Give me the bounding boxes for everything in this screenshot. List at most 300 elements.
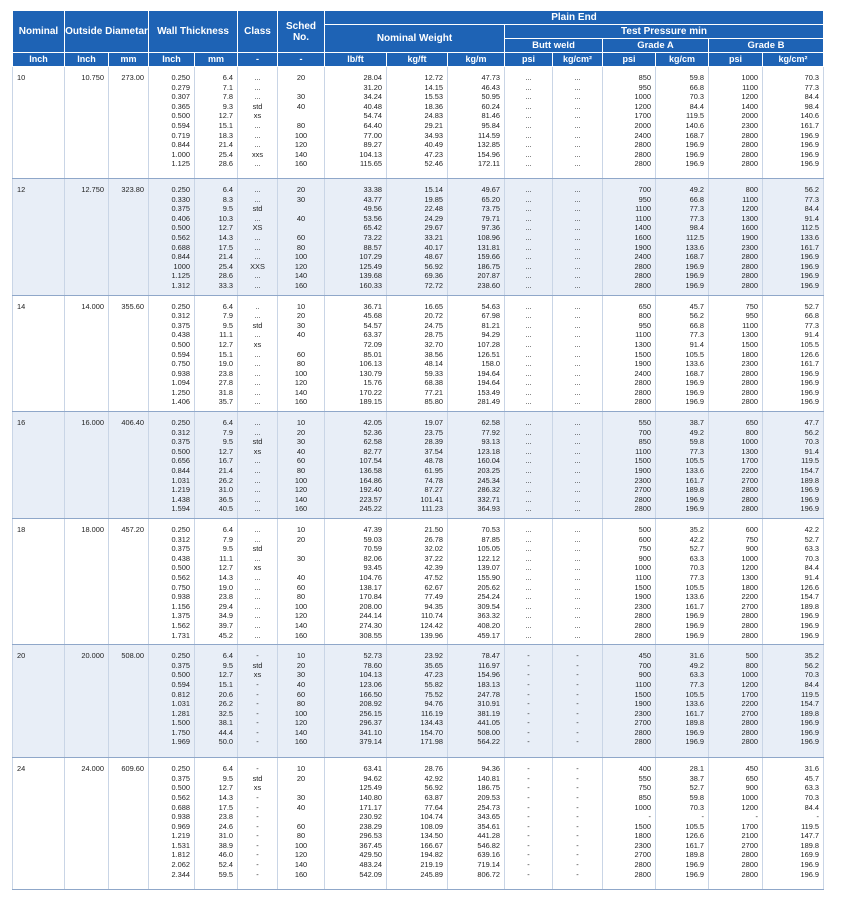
cell-value: 35.2 xyxy=(804,651,820,661)
cell-value: 450 xyxy=(745,764,758,774)
cell-value: 116.19 xyxy=(420,708,443,718)
cell-value: ... xyxy=(525,359,532,369)
cell-value: ... xyxy=(574,261,581,271)
cell-value: 6.4 xyxy=(222,525,233,534)
grade-b-kgcm2-cell xyxy=(763,412,824,519)
cell-value: 169.9 xyxy=(800,850,820,860)
nominal-size-cell: 18 xyxy=(13,519,65,645)
cell-value: 1100 xyxy=(635,204,651,214)
cell-value: 161.7 xyxy=(800,359,820,369)
weight-kgft-cell xyxy=(387,67,448,179)
cell-value: 139.96 xyxy=(420,630,443,640)
cell-value: 34.24 xyxy=(363,92,382,102)
cell-value: 2800 xyxy=(741,727,758,737)
cell-value: - xyxy=(816,812,820,822)
cell-value: 14.3 xyxy=(218,232,233,242)
cell-value: 60 xyxy=(296,821,306,831)
weight-lbft-cell xyxy=(325,519,387,645)
cell-value: ... xyxy=(525,101,532,111)
cell-value: 12.7 xyxy=(218,223,233,233)
cell-value: 168.7 xyxy=(685,252,704,262)
cell-value: 2400 xyxy=(634,252,651,262)
cell-value: .. xyxy=(255,301,260,311)
cell-value: 12.7 xyxy=(218,111,233,121)
cell-value: ... xyxy=(525,456,532,466)
od-mm-cell: 609.60 xyxy=(109,758,149,890)
sched-cell xyxy=(278,758,325,890)
cell-value: 35.65 xyxy=(424,660,443,670)
cell-value: 245.22 xyxy=(359,504,382,514)
cell-value: 950 xyxy=(638,82,651,92)
cell-value: 1.219 xyxy=(171,831,190,841)
cell-value: - xyxy=(576,679,579,689)
weight-lbft-cell xyxy=(325,758,387,890)
cell-value: ... xyxy=(574,311,581,321)
cell-value: 0.562 xyxy=(171,572,190,582)
cell-value: 1400 xyxy=(634,223,651,233)
cell-value: 196.9 xyxy=(685,620,704,630)
cell-value: ... xyxy=(525,572,532,582)
cell-value: 0.250 xyxy=(171,418,190,428)
nominal-size-cell: 24 xyxy=(13,758,65,890)
cell-value: 154.96 xyxy=(477,670,500,680)
cell-value: 126.6 xyxy=(800,349,820,359)
cell-value: 84.4 xyxy=(689,101,704,111)
cell-value: 2800 xyxy=(741,280,758,290)
cell-value: 1000 xyxy=(741,73,758,82)
cell-value: ... xyxy=(525,349,532,359)
weight-lbft-cell xyxy=(325,179,387,296)
cell-value: 91.4 xyxy=(689,339,704,349)
grade-a-kgcm-cell xyxy=(656,412,709,519)
cell-value: 196.9 xyxy=(800,140,820,150)
cell-value: ... xyxy=(574,271,581,281)
cell-value: 63.3 xyxy=(689,553,704,563)
cell-value: ... xyxy=(254,140,261,150)
cell-value: 50.95 xyxy=(481,92,500,102)
cell-value: 0.500 xyxy=(171,446,190,456)
pipe-specification-sheet xyxy=(12,10,822,890)
cell-value: - xyxy=(527,850,530,860)
cell-value: 1700 xyxy=(741,821,758,831)
cell-value: 0.250 xyxy=(171,301,190,311)
cell-value: 2800 xyxy=(634,620,651,630)
cell-value: 170.22 xyxy=(359,387,382,397)
cell-value: 40 xyxy=(296,330,306,340)
cell-value: 483.24 xyxy=(359,860,382,870)
cell-value: 900 xyxy=(745,544,758,554)
cell-value: 408.20 xyxy=(477,620,500,630)
cell-value: ... xyxy=(525,111,532,121)
cell-value: - xyxy=(256,679,259,689)
cell-value: 194.82 xyxy=(420,850,443,860)
cell-value: ... xyxy=(525,140,532,150)
cell-value: 1.312 xyxy=(171,280,190,290)
cell-value: 85.80 xyxy=(424,397,443,407)
cell-value: 1000 xyxy=(741,437,758,447)
cell-value: 119.5 xyxy=(801,689,820,699)
cell-value: 2800 xyxy=(741,159,758,169)
cell-value: 1.156 xyxy=(171,601,190,611)
unit-cell: - xyxy=(278,53,325,67)
cell-value: - xyxy=(527,792,530,802)
cell-value: 189.8 xyxy=(800,601,820,611)
weight-kgm-cell xyxy=(448,412,505,519)
cell-value: 72.72 xyxy=(424,280,443,290)
cell-value: 363.32 xyxy=(477,611,500,621)
buttweld-psi-cell xyxy=(505,412,553,519)
cell-value: 0.500 xyxy=(171,223,190,233)
cell-value: 70.3 xyxy=(689,802,704,812)
cell-value: 0.969 xyxy=(171,821,190,831)
cell-value: 93.13 xyxy=(481,437,500,447)
cell-value: 60 xyxy=(296,689,306,699)
cell-value: 171.17 xyxy=(359,802,382,812)
cell-value: 70.3 xyxy=(689,92,704,102)
cell-value: 274.30 xyxy=(359,620,382,630)
cell-value: 1.562 xyxy=(171,620,190,630)
cell-value: 0.938 xyxy=(171,368,190,378)
cell-value: - xyxy=(527,831,530,841)
cell-value: 2800 xyxy=(741,869,758,879)
cell-value: 12.7 xyxy=(218,339,233,349)
cell-value: xs xyxy=(253,670,262,680)
cell-value: 98.4 xyxy=(689,223,704,233)
cell-value: 30 xyxy=(296,437,306,447)
cell-value: 31.20 xyxy=(363,82,382,92)
cell-value: ... xyxy=(525,446,532,456)
sched-cell xyxy=(278,519,325,645)
cell-value: 94.36 xyxy=(481,764,500,774)
cell-value: ... xyxy=(525,130,532,140)
cell-value: 196.9 xyxy=(800,620,820,630)
cell-value: 23.8 xyxy=(218,592,233,602)
cell-value: 256.15 xyxy=(359,708,382,718)
cell-value: 6.4 xyxy=(222,418,233,428)
cell-value: 2000 xyxy=(741,111,758,121)
cell-value: 84.4 xyxy=(804,802,820,812)
cell-value: ... xyxy=(254,130,261,140)
cell-value: 45.2 xyxy=(218,630,233,640)
cell-value: 44.4 xyxy=(218,727,233,737)
cell-value: 40 xyxy=(296,679,306,689)
unit-cell: psi xyxy=(603,53,656,67)
cell-value: 161.7 xyxy=(800,242,820,252)
cell-value: 15.14 xyxy=(424,185,443,194)
cell-value: 1000 xyxy=(634,563,651,573)
cell-value: 91.4 xyxy=(804,446,820,456)
cell-value: 32.5 xyxy=(218,708,233,718)
cell-value: 2800 xyxy=(634,494,651,504)
wall-mm-cell xyxy=(195,758,238,890)
cell-value: 160 xyxy=(294,159,308,169)
grade-b-psi-cell xyxy=(709,519,763,645)
cell-value: 600 xyxy=(638,534,651,544)
cell-value: 26.2 xyxy=(218,475,233,485)
cell-value: 100 xyxy=(294,130,308,140)
cell-value: 84.4 xyxy=(804,92,820,102)
cell-value: 100 xyxy=(294,252,308,262)
cell-value: std xyxy=(252,437,263,447)
cell-value: ... xyxy=(254,592,261,602)
cell-value: 56.2 xyxy=(804,185,820,194)
cell-value: 161.7 xyxy=(685,475,704,485)
cell-value: 0.312 xyxy=(171,427,190,437)
cell-value: 0.500 xyxy=(171,339,190,349)
cell-value: 205.62 xyxy=(477,582,500,592)
cell-value: ... xyxy=(574,418,581,428)
nominal-size-cell: 14 xyxy=(13,295,65,412)
cell-value: 56.2 xyxy=(804,427,820,437)
cell-value: 100 xyxy=(294,475,308,485)
cell-value: ... xyxy=(525,232,532,242)
cell-value: - xyxy=(576,737,579,747)
cell-value: 196.9 xyxy=(685,378,704,388)
cell-value: 0.250 xyxy=(171,185,190,194)
cell-value: 1.031 xyxy=(171,475,190,485)
cell-value: - xyxy=(527,802,530,812)
cell-value: 1.594 xyxy=(171,504,190,514)
cell-value: ... xyxy=(574,140,581,150)
cell-value: 1.281 xyxy=(171,708,190,718)
cell-value: 15.1 xyxy=(218,349,233,359)
cell-value: 54.57 xyxy=(363,320,382,330)
cell-value: 2800 xyxy=(634,271,651,281)
cell-value: 63.3 xyxy=(689,670,704,680)
cell-value: 194.64 xyxy=(477,368,500,378)
cell-value: 25.4 xyxy=(218,149,233,159)
cell-value: 450 xyxy=(638,651,651,661)
cell-value: 70.3 xyxy=(804,553,820,563)
cell-value: 441.28 xyxy=(477,831,500,841)
cell-value: 95.84 xyxy=(481,120,500,130)
cell-value: 30 xyxy=(296,194,306,204)
cell-value: ... xyxy=(574,368,581,378)
cell-value: 2800 xyxy=(741,737,758,747)
cell-value: 0.406 xyxy=(171,213,190,223)
cell-value: 53.56 xyxy=(363,213,382,223)
cell-value: 10 xyxy=(296,418,306,428)
cell-value: 139.68 xyxy=(359,271,382,281)
cell-value: 2800 xyxy=(741,850,758,860)
cell-value: 15.76 xyxy=(363,378,382,388)
cell-value: 900 xyxy=(638,670,651,680)
class-cell xyxy=(238,645,278,758)
nominal-size-cell: 20 xyxy=(13,645,65,758)
cell-value: 196.9 xyxy=(685,271,704,281)
cell-value: 28.39 xyxy=(424,437,443,447)
weight-kgm-cell xyxy=(448,67,505,179)
cell-value: 1100 xyxy=(635,679,651,689)
cell-value: 63.87 xyxy=(424,792,443,802)
cell-value: 245.89 xyxy=(420,869,443,879)
od-mm-cell: 406.40 xyxy=(109,412,149,519)
cell-value: - xyxy=(256,802,259,812)
cell-value: 1400 xyxy=(741,101,758,111)
cell-value: 70.3 xyxy=(804,792,820,802)
cell-value: 1.969 xyxy=(171,737,190,747)
cell-value: 72.09 xyxy=(363,339,382,349)
cell-value: 1000 xyxy=(741,792,758,802)
cell-value: 189.15 xyxy=(359,397,382,407)
cell-value: ... xyxy=(574,252,581,262)
cell-value: ... xyxy=(574,204,581,214)
cell-value: 97.36 xyxy=(481,223,500,233)
cell-value: 9.5 xyxy=(222,320,233,330)
buttweld-psi-cell xyxy=(505,295,553,412)
cell-value: 33.38 xyxy=(363,185,382,194)
od-inch-cell: 10.750 xyxy=(65,67,109,179)
cell-value: 0.938 xyxy=(171,592,190,602)
cell-value: 94.29 xyxy=(481,330,500,340)
cell-value: - xyxy=(527,840,530,850)
class-cell xyxy=(238,179,278,296)
cell-value: 0.812 xyxy=(171,689,190,699)
cell-value: 750 xyxy=(745,301,758,311)
cell-value: 140 xyxy=(294,494,308,504)
cell-value: 37.22 xyxy=(424,553,443,563)
wall-mm-cell xyxy=(195,179,238,296)
cell-value: 1500 xyxy=(634,582,651,592)
cell-value: 950 xyxy=(638,194,651,204)
cell-value: ... xyxy=(525,280,532,290)
cell-value xyxy=(280,204,322,214)
cell-value: 120 xyxy=(294,261,308,271)
cell-value: 196.9 xyxy=(800,504,820,514)
cell-value: 105.5 xyxy=(685,821,704,831)
cell-value: 80 xyxy=(296,699,306,709)
cell-value: 2300 xyxy=(634,475,651,485)
unit-cell: mm xyxy=(195,53,238,67)
cell-value: 1.375 xyxy=(171,611,190,621)
cell-value: 189.8 xyxy=(800,708,820,718)
cell-value: 2800 xyxy=(741,611,758,621)
grade-b-psi-cell xyxy=(709,645,763,758)
cell-value: 120 xyxy=(294,611,308,621)
cell-value: ... xyxy=(525,320,532,330)
cell-value: 84.4 xyxy=(804,679,820,689)
cell-value: 34.93 xyxy=(424,130,443,140)
cell-value: ... xyxy=(574,223,581,233)
cell-value: XXS xyxy=(250,261,265,271)
buttweld-kgcm2-cell xyxy=(553,519,603,645)
cell-value: 168.7 xyxy=(685,130,704,140)
weight-kgft-cell xyxy=(387,412,448,519)
cell-value: - xyxy=(576,783,579,793)
cell-value: 2800 xyxy=(741,485,758,495)
cell-value: - xyxy=(256,850,259,860)
cell-value: - xyxy=(527,764,530,774)
cell-value: 133.6 xyxy=(685,592,704,602)
wall-inch-cell xyxy=(149,67,195,179)
cell-value: 900 xyxy=(745,783,758,793)
cell-value: 196.9 xyxy=(800,261,820,271)
cell-value: 2800 xyxy=(741,860,758,870)
cell-value: 105.5 xyxy=(685,456,704,466)
cell-value: ... xyxy=(574,553,581,563)
cell-value: 52.7 xyxy=(804,534,820,544)
cell-value: 1100 xyxy=(742,82,758,92)
cell-value: 364.93 xyxy=(477,504,500,514)
cell-value: 105.05 xyxy=(477,544,500,554)
cell-value: 254.24 xyxy=(477,592,500,602)
cell-value: 168.7 xyxy=(685,368,704,378)
cell-value: 186.75 xyxy=(477,783,500,793)
cell-value: 134.43 xyxy=(420,718,443,728)
cell-value: ... xyxy=(254,242,261,252)
cell-value: 343.65 xyxy=(477,812,500,822)
grade-a-psi-cell xyxy=(603,67,656,179)
cell-value: 160 xyxy=(294,397,308,407)
cell-value: 105.5 xyxy=(800,339,820,349)
cell-value: 1.750 xyxy=(171,727,190,737)
cell-value: 77.64 xyxy=(424,802,443,812)
sched-cell xyxy=(278,295,325,412)
cell-value: 140.6 xyxy=(685,120,704,130)
cell-value: 196.9 xyxy=(685,494,704,504)
cell-value: - xyxy=(576,660,579,670)
cell-value: 94.35 xyxy=(424,601,443,611)
od-inch-cell: 12.750 xyxy=(65,179,109,296)
cell-value: ... xyxy=(525,330,532,340)
cell-value: 81.21 xyxy=(481,320,500,330)
cell-value: 140 xyxy=(294,149,308,159)
cell-value: 17.5 xyxy=(218,802,233,812)
cell-value: 1000 xyxy=(741,553,758,563)
grade-a-kgcm-cell xyxy=(656,67,709,179)
cell-value: 77.3 xyxy=(804,194,820,204)
cell-value: 47.7 xyxy=(804,418,820,428)
cell-value: ... xyxy=(525,159,532,169)
grade-b-psi-cell xyxy=(709,179,763,296)
weight-kgm-cell xyxy=(448,645,505,758)
od-mm-cell: 323.80 xyxy=(109,179,149,296)
cell-value: 2800 xyxy=(741,261,758,271)
cell-value: 77.3 xyxy=(689,572,704,582)
cell-value: xs xyxy=(253,446,262,456)
grade-a-psi-cell xyxy=(603,412,656,519)
cell-value: 2800 xyxy=(634,149,651,159)
cell-value: 7.1 xyxy=(222,82,233,92)
cell-value: 196.9 xyxy=(685,630,704,640)
cell-value: - xyxy=(256,812,259,822)
cell-value: xxs xyxy=(251,149,264,159)
cell-value: 77.00 xyxy=(363,130,382,140)
cell-value: 120 xyxy=(294,140,308,150)
cell-value: ... xyxy=(525,466,532,476)
cell-value: 1.125 xyxy=(171,159,190,169)
cell-value: 1500 xyxy=(634,456,651,466)
unit-cell: Inch xyxy=(149,53,195,67)
cell-value: 196.9 xyxy=(685,727,704,737)
cell-value: 125.49 xyxy=(359,783,382,793)
cell-value: 1900 xyxy=(634,699,651,709)
cell-value: ... xyxy=(254,456,261,466)
cell-value: 29.67 xyxy=(424,223,443,233)
cell-value: 0.375 xyxy=(171,773,190,783)
cell-value: ... xyxy=(525,387,532,397)
cell-value: 28.6 xyxy=(218,271,233,281)
cell-value: 49.2 xyxy=(689,660,704,670)
cell-value: 196.9 xyxy=(800,718,820,728)
cell-value: 24.83 xyxy=(424,111,443,121)
weight-kgft-cell xyxy=(387,758,448,890)
cell-value: 31.6 xyxy=(804,764,820,774)
cell-value: 10 xyxy=(296,301,306,311)
cell-value: 700 xyxy=(638,427,651,437)
cell-value: - xyxy=(256,727,259,737)
unit-cell: kg/cm xyxy=(656,53,709,67)
